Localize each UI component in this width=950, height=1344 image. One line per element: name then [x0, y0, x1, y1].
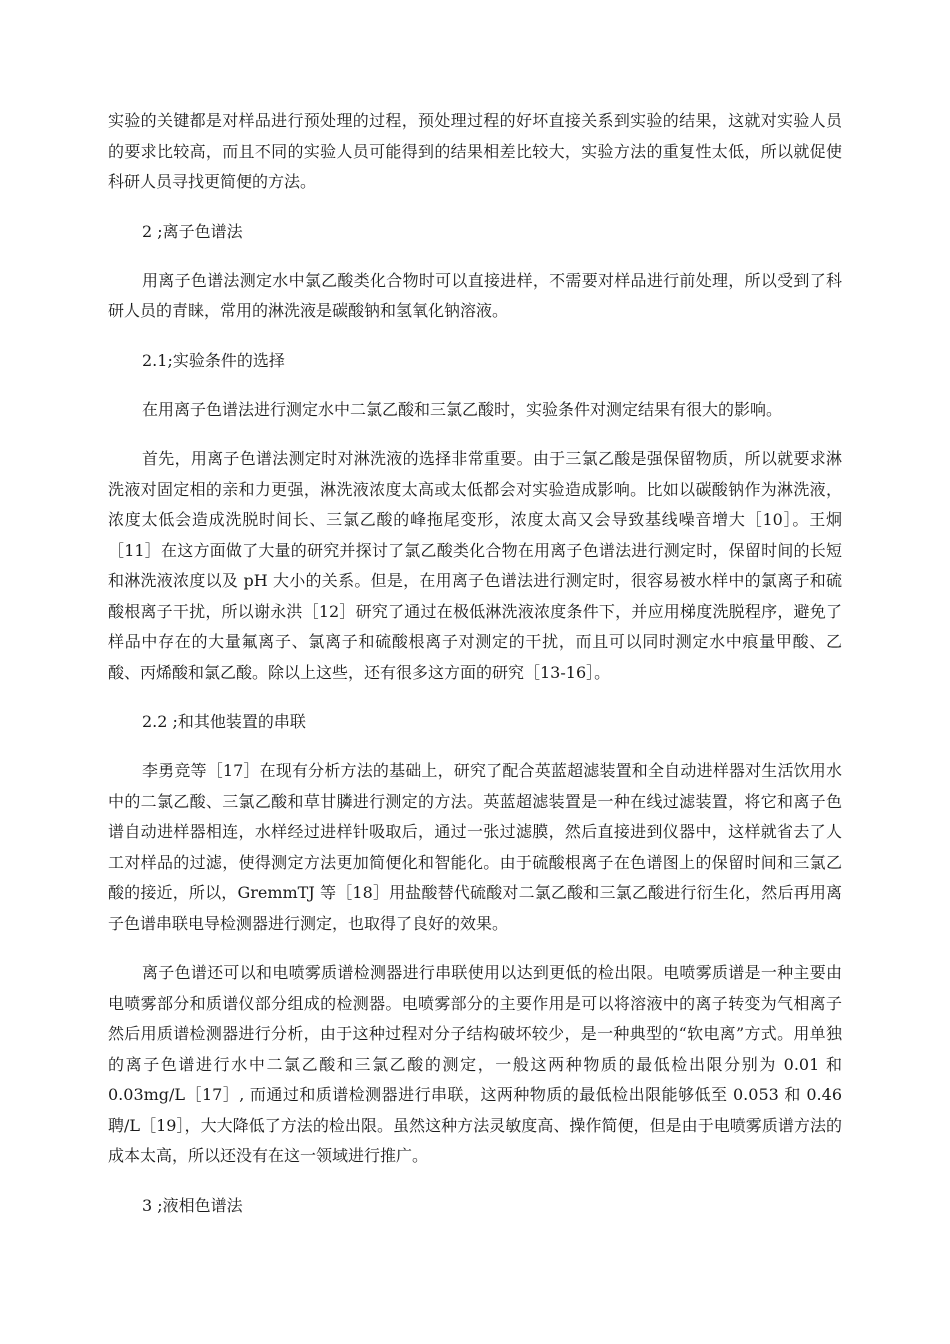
- paragraph-esi-ms-coupling: 离子色谱还可以和电喷雾质谱检测器进行串联使用以达到更低的检出限。电喷雾质谱是一种主要由电喷雾部分和质谱仪部分组成的检测器。电喷雾部分的主要作用是可以将溶液中的离子转变为气相离子然后用质谱检测器进行分析，由于这种过程对分子结构破坏较少，是一种典型的“软电离”方式。用单独的离子色谱进行水中二氯乙酸和三氯乙酸的测定，一般这两种物质的最低检出限分别为 0.01 和 0.03mg/L［17］, 而通过和质谱检测器进行串联，这两种物质的最低检出限能够低至 0.053 和 0.46 聘/L［19］，大大降低了方法的检出限。虽然这种方法灵敏度高、操作简便，但是由于电喷雾质谱方法的成本太高，所以还没有在这一领域进行推广。: [108, 963, 842, 1165]
- paragraph-conditions-intro: 在用离子色谱法进行测定水中二氯乙酸和三氯乙酸时，实验条件对测定结果有很大的影响。: [142, 399, 783, 419]
- subsection-heading-experimental-conditions: 2.1;实验条件的选择: [142, 350, 285, 370]
- subsection-heading-coupling: 2.2 ;和其他装置的串联: [142, 712, 306, 731]
- section-heading-liquid-chromatography: 3 ;液相色谱法: [142, 1195, 243, 1215]
- paragraph-ultrafiltration-coupling: 李勇竞等［17］在现有分析方法的基础上，研究了配合英蓝超滤装置和全自动进样器对生活饮用水中的二氯乙酸、三氯乙酸和草甘膦进行测定的方法。英蓝超滤装置是一种在线过滤装置，将它和离子色谱自动进样器相连，水样经过进样针吸取后，通过一张过滤膜，然后直接进到仪器中，这样就省去了人工对样品的过滤，使得测定方法更加简便化和智能化。由于硫酸根离子在色谱图上的保留时间和三氯乙酸的接近，所以，GremmTJ 等［18］用盐酸替代硫酸对二氯乙酸和三氯乙酸进行衍生化，然后再用离子色谱串联电导检测器进行测定，也取得了良好的效果。: [108, 761, 842, 933]
- document-page: [108, 106, 842, 1221]
- paragraph-eluent-selection: 首先，用离子色谱法测定时对淋洗液的选择非常重要。由于三氯乙酸是强保留物质，所以就要求淋洗液对固定相的亲和力更强，淋洗液浓度太高或太低都会对实验造成影响。比如以碳酸钠作为淋洗液，浓度太低会造成洗脱时间长、三氯乙酸的峰拖尾变形，浓度太高又会导致基线噪音增大［10］。王炯［11］在这方面做了大量的研究并探讨了氯乙酸类化合物在用离子色谱法进行测定时，保留时间的长短和淋洗液浓度以及 pH 大小的关系。但是，在用离子色谱法进行测定时，很容易被水样中的氯离子和硫酸根离子干扰，所以谢永洪［12］研究了通过在极低淋洗液浓度条件下，并应用梯度洗脱程序，避免了样品中存在的大量氟离子、氯离子和硫酸根离子对测定的干扰，而且可以同时测定水中痕量甲酸、乙酸、丙烯酸和氯乙酸。除以上这些，还有很多这方面的研究［13-16］。: [108, 449, 842, 682]
- paragraph-intro-continuation: 实验的关键都是对样品进行预处理的过程，预处理过程的好坏直接关系到实验的结果，这就对实验人员的要求比较高，而且不同的实验人员可能得到的结果相差比较大，实验方法的重复性太低，所以就促使科研人员寻找更简便的方法。: [108, 111, 842, 191]
- section-heading-ion-chromatography: 2 ;离子色谱法: [142, 221, 243, 241]
- paragraph-ion-chromatography-overview: 用离子色谱法测定水中氯乙酸类化合物时可以直接进样，不需要对样品进行前处理，所以受到了科研人员的青睐，常用的淋洗液是碳酸钠和氢氧化钠溶液。: [108, 270, 842, 320]
